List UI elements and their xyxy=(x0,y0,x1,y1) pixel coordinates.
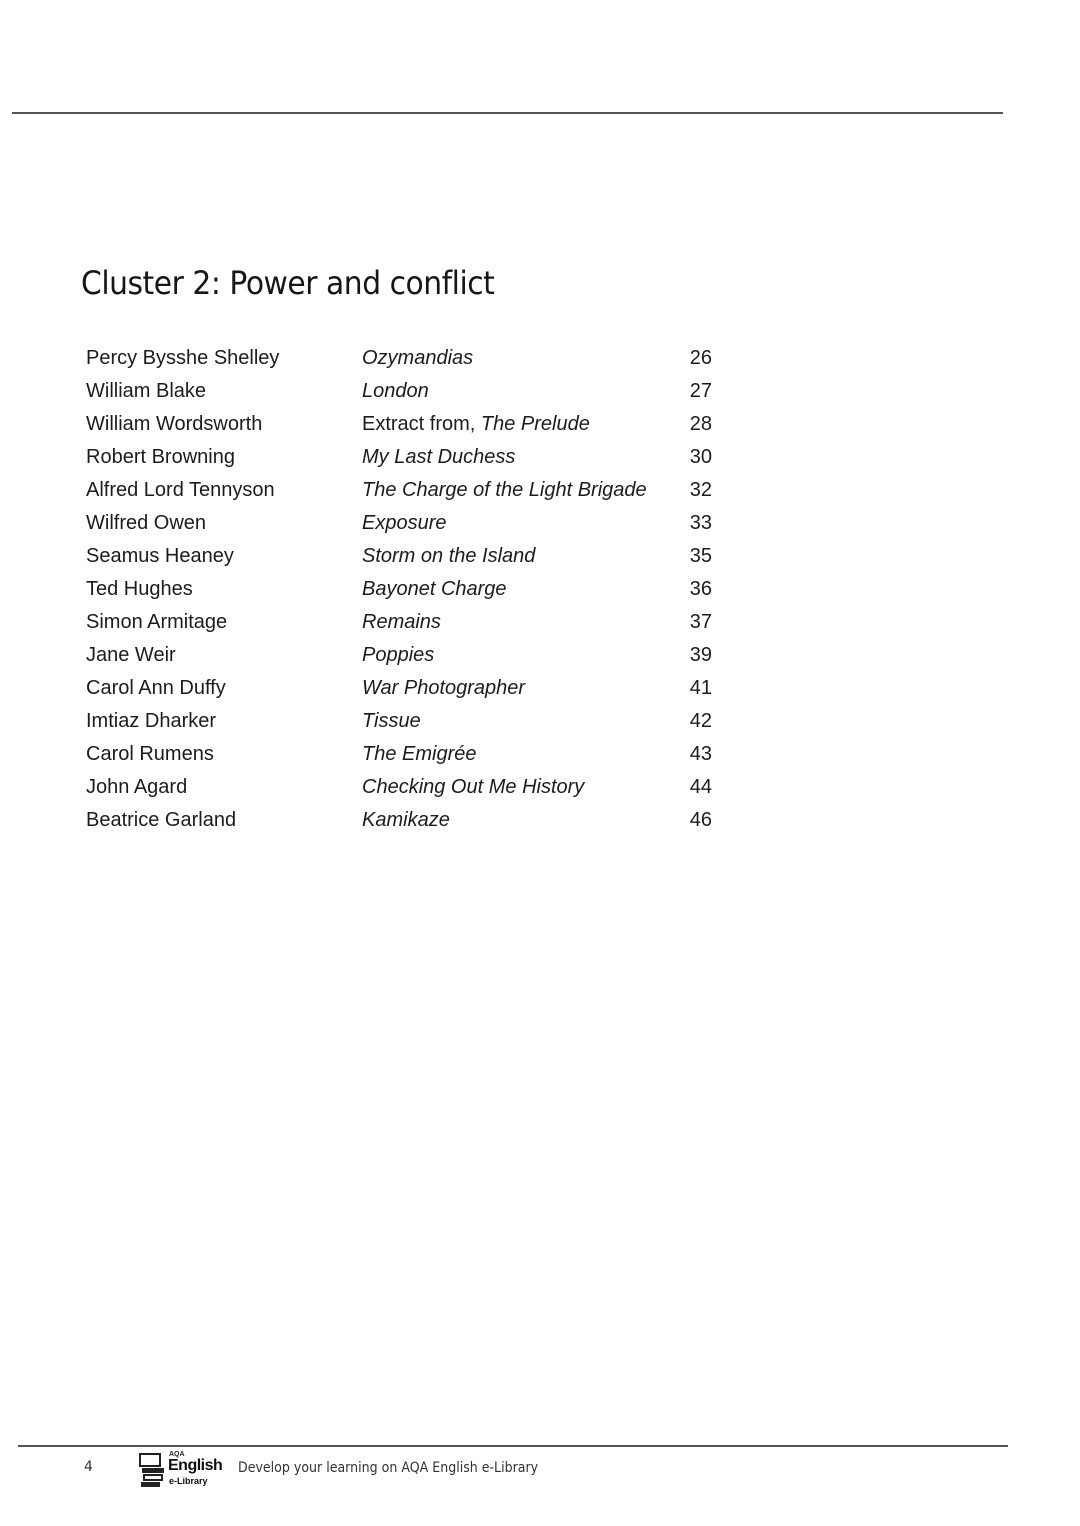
poem-title-text: Checking Out Me History xyxy=(362,776,585,798)
poem-title-text: Storm on the Island xyxy=(362,545,536,567)
page-ref: 37 xyxy=(689,611,712,633)
poem-title-text: The Prelude xyxy=(480,413,590,435)
page-ref: 35 xyxy=(689,545,712,567)
poem-title xyxy=(362,738,672,771)
poem-title xyxy=(362,771,672,804)
toc-row xyxy=(86,804,712,837)
logo-aqa-text: AQA xyxy=(169,1451,185,1458)
footer-rule xyxy=(18,1445,1008,1447)
poem-title xyxy=(362,705,672,738)
toc-row xyxy=(86,408,712,441)
poem-title-text: The Emigrée xyxy=(362,743,477,765)
poem-title xyxy=(362,606,672,639)
poem-title xyxy=(362,507,672,540)
poem-title-text: Remains xyxy=(362,611,441,633)
poem-title-text: Tissue xyxy=(362,710,421,732)
poem-title-text: My Last Duchess xyxy=(362,446,516,468)
footer-tagline: Develop your learning on AQA English e-Library xyxy=(238,1460,539,1476)
author-name: Beatrice Garland xyxy=(86,809,237,831)
author-name: Robert Browning xyxy=(86,446,235,468)
author-name: Ted Hughes xyxy=(86,578,193,600)
poem-title xyxy=(362,804,672,837)
poem-title xyxy=(362,573,672,606)
poem-title-text: Ozymandias xyxy=(362,347,474,369)
toc-row xyxy=(86,342,712,375)
page-ref: 30 xyxy=(689,446,712,468)
page-ref: 28 xyxy=(689,413,712,435)
poem-title-text: Exposure xyxy=(362,512,447,534)
poem-title xyxy=(362,540,672,573)
author-name: Seamus Heaney xyxy=(86,545,234,567)
page-ref: 33 xyxy=(689,512,712,534)
toc-row xyxy=(86,771,712,804)
page-ref: 32 xyxy=(689,479,712,501)
toc-row xyxy=(86,507,712,540)
author-name: John Agard xyxy=(86,776,188,798)
logo-english-text: English xyxy=(168,1457,223,1474)
poem-title xyxy=(362,441,672,474)
page-ref: 27 xyxy=(689,380,712,402)
page-ref: 44 xyxy=(689,776,712,798)
author-name: Imtiaz Dharker xyxy=(86,710,217,732)
page-ref: 42 xyxy=(689,710,712,732)
poem-title xyxy=(362,342,672,375)
toc-row xyxy=(86,639,712,672)
poem-title xyxy=(362,408,672,441)
toc-row xyxy=(86,474,712,507)
poem-prefix: Extract from, xyxy=(362,413,481,435)
poem-title-text: War Photographer xyxy=(362,677,526,699)
author-name: William Blake xyxy=(86,380,207,402)
author-name: Carol Ann Duffy xyxy=(86,677,226,699)
page-ref: 41 xyxy=(689,677,712,699)
poem-title xyxy=(362,672,672,705)
aqa-english-elibrary-logo xyxy=(138,1449,228,1491)
poem-title-text: London xyxy=(362,380,429,402)
author-name: Percy Bysshe Shelley xyxy=(86,347,280,369)
toc-row xyxy=(86,573,712,606)
books-stack-icon xyxy=(138,1453,166,1489)
poem-title xyxy=(362,639,672,672)
author-name: Carol Rumens xyxy=(86,743,214,765)
poem-title xyxy=(362,474,672,507)
toc-row xyxy=(86,672,712,705)
page-ref: 26 xyxy=(689,347,712,369)
page-number: 4 xyxy=(84,1459,93,1475)
header-rule xyxy=(12,112,1003,114)
contents-table xyxy=(86,342,712,837)
page-title: Cluster 2: Power and conflict xyxy=(81,264,495,302)
toc-row xyxy=(86,705,712,738)
toc-row xyxy=(86,738,712,771)
poem-title-text: Poppies xyxy=(362,644,435,666)
toc-row xyxy=(86,606,712,639)
author-name: Wilfred Owen xyxy=(86,512,207,534)
toc-row xyxy=(86,540,712,573)
page-ref: 43 xyxy=(689,743,712,765)
poem-title-text: Kamikaze xyxy=(362,809,450,831)
page-ref: 46 xyxy=(689,809,712,831)
page-ref: 39 xyxy=(689,644,712,666)
author-name: William Wordsworth xyxy=(86,413,263,435)
poem-title-text: The Charge of the Light Brigade xyxy=(362,479,647,501)
logo-elibrary-text: e-Library xyxy=(169,1476,208,1486)
poem-title-text: Bayonet Charge xyxy=(362,578,507,600)
page-ref: 36 xyxy=(689,578,712,600)
toc-row xyxy=(86,441,712,474)
toc-row xyxy=(86,375,712,408)
author-name: Jane Weir xyxy=(86,644,176,666)
poem-title xyxy=(362,375,672,408)
author-name: Simon Armitage xyxy=(86,611,228,633)
author-name: Alfred Lord Tennyson xyxy=(86,479,275,501)
